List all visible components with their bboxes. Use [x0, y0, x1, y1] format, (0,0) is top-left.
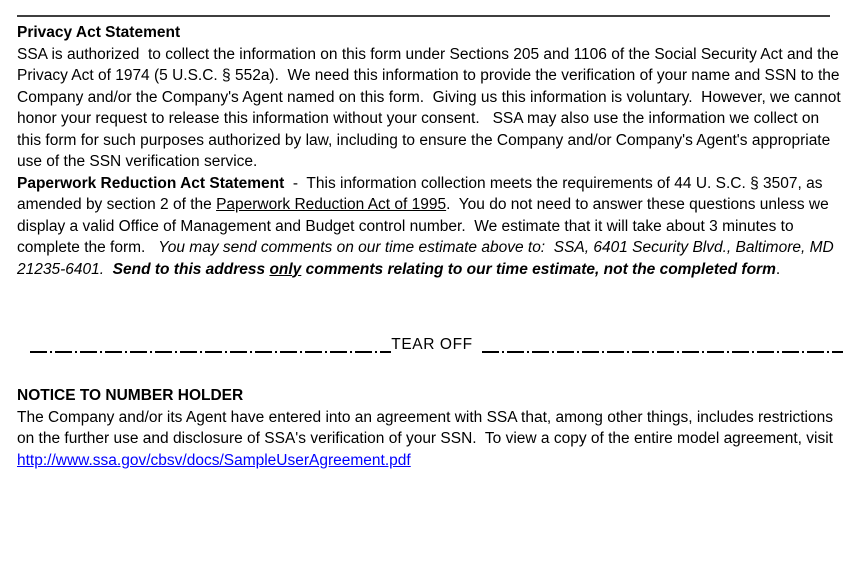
- paperwork-act-underlined-phrase: Paperwork Reduction Act of 1995: [216, 196, 447, 213]
- tear-off-line: [17, 333, 843, 355]
- notice-to-number-holder-section: [17, 385, 843, 471]
- privacy-act-heading: Privacy Act Statement: [17, 24, 181, 41]
- notice-body: [17, 407, 843, 472]
- paperwork-text-before-underline: This information collection meets the requirements of 44 U. S.C. § 3507, as amended by section 2 of the: [17, 174, 827, 213]
- paperwork-reduction-paragraph: [17, 173, 843, 281]
- paperwork-italic-comments-text: You may send comments on our time estimate above to: SSA, 6401 Security Blvd., Baltimore, MD 21235-6401.: [17, 239, 843, 278]
- paperwork-bold-italic-closing-text: comments relating to our time estimate, not the completed form: [301, 260, 776, 278]
- paperwork-reduction-heading: Paperwork Reduction Act Statement: [17, 174, 285, 192]
- top-horizontal-rule: [17, 15, 830, 17]
- privacy-act-body: SSA is authorized to collect the information on this form under Sections 205 and 1106 of the Social Security Act and the Privacy Act of 1974 (5 U.S.C. § 552a). We need this information to provide the verification of your name and SSN to the Company and/or the Company's Agent named on this form. Giving us this information is voluntary. However, we cannot honor your request to release this information without your consent. SSA may also use the information we collect on this form for such purposes authorized by law, including to ensure the Company and/or Company's Agent's appropriate use of the SSN verification service.: [17, 45, 846, 170]
- paperwork-closing-period: .: [775, 260, 781, 278]
- tear-off-dashes-left: [30, 351, 391, 353]
- paperwork-separator: -: [284, 174, 307, 192]
- notice-text-before-link: The Company and/or its Agent have entered into an agreement with SSA that, among other things, includes restrictions on the further use and disclosure of SSA's verification of your SSN. To view a copy of the entire model agreement, visit: [17, 408, 838, 447]
- paperwork-text-after-underline: . You do not need to answer these questions unless we display a valid Office of Management and Budget control number. We estimate that it will take about 3 minutes to complete the form.: [17, 196, 834, 256]
- tear-off-dashes-right: [482, 351, 843, 353]
- paperwork-bold-italic-send-text: Send to this address: [112, 260, 270, 278]
- notice-heading: NOTICE TO NUMBER HOLDER: [17, 387, 244, 404]
- sample-user-agreement-link[interactable]: http://www.ssa.gov/cbsv/docs/SampleUserAgreement.pdf: [17, 451, 411, 469]
- tear-off-label: TEAR OFF: [391, 335, 473, 353]
- paperwork-only-underlined-word: only: [269, 260, 302, 278]
